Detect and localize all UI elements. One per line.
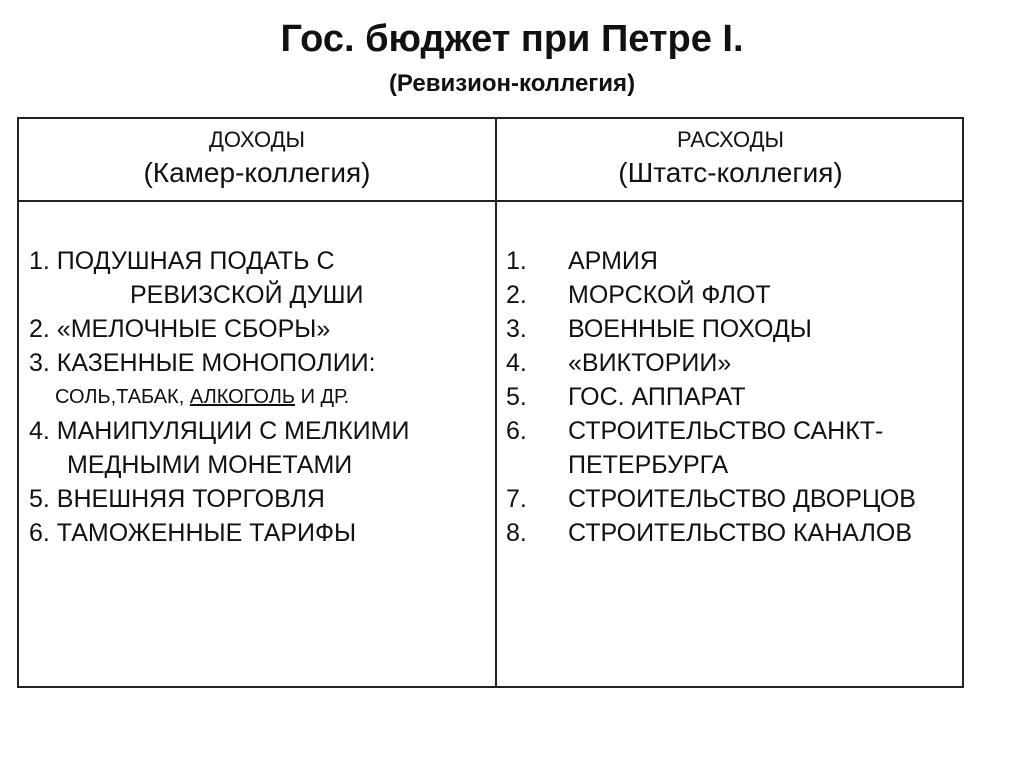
page-subtitle: (Ревизион-коллегия) xyxy=(388,70,636,97)
expense-num: 7. xyxy=(506,485,527,513)
expense-text: ГОС. АППАРАТ xyxy=(568,383,746,411)
expense-num: 2. xyxy=(506,281,527,309)
income-item-3: 3. КАЗЕННЫЕ МОНОПОЛИИ: xyxy=(29,349,376,377)
expense-text: МОРСКОЙ ФЛОТ xyxy=(568,281,771,309)
expense-num: 3. xyxy=(506,315,527,343)
expense-item-1 xyxy=(506,244,938,278)
expense-num: 4. xyxy=(506,349,527,377)
expenses-college: (Штатс-коллегия) xyxy=(618,157,843,188)
expense-text: ВОЕННЫЕ ПОХОДЫ xyxy=(568,315,812,343)
expense-item-2 xyxy=(506,278,938,312)
income-item-2: 2. «МЕЛОЧНЫЕ СБОРЫ» xyxy=(29,315,331,343)
expense-item-3 xyxy=(506,312,938,346)
expenses-header-label: РАСХОДЫ xyxy=(677,127,784,152)
expense-item-4 xyxy=(506,346,938,380)
income-header xyxy=(19,125,495,191)
expense-item-8 xyxy=(506,516,938,550)
expense-item-6 xyxy=(506,414,938,482)
expense-text: СТРОИТЕЛЬСТВО САНКТ-ПЕТЕРБУРГА xyxy=(568,417,884,479)
budget-table xyxy=(17,117,964,688)
column-divider xyxy=(495,119,497,686)
income-header-label: ДОХОДЫ xyxy=(209,127,305,152)
income-item-1-cont: РЕВИЗСКОЙ ДУШИ xyxy=(130,281,364,309)
detail-part-c: И ДР. xyxy=(295,386,350,408)
detail-part-a: СОЛЬ,ТАБАК, xyxy=(55,386,190,408)
expense-text: СТРОИТЕЛЬСТВО КАНАЛОВ xyxy=(568,519,913,547)
income-list xyxy=(29,244,409,550)
expense-num: 1. xyxy=(506,247,527,275)
header-divider xyxy=(19,200,962,202)
income-item-1: 1. ПОДУШНАЯ ПОДАТЬ С xyxy=(29,247,335,275)
income-item-5: 5. ВНЕШНЯЯ ТОРГОВЛЯ xyxy=(29,485,325,513)
income-item-4-cont: МЕДНЫМИ МОНЕТАМИ xyxy=(67,451,353,479)
page-title: Гос. бюджет при Петре I. xyxy=(280,18,744,60)
detail-underlined-word: АЛКОГОЛЬ xyxy=(189,386,296,408)
expense-item-7 xyxy=(506,482,938,516)
expense-text: «ВИКТОРИИ» xyxy=(568,349,732,377)
expenses-list xyxy=(506,244,938,550)
income-item-4: 4. МАНИПУЛЯЦИИ С МЕЛКИМИ xyxy=(29,417,410,445)
expenses-header xyxy=(497,125,964,191)
expense-num: 8. xyxy=(506,519,527,547)
expense-text: АРМИЯ xyxy=(568,247,658,275)
expense-item-5 xyxy=(506,380,938,414)
income-item-6: 6. ТАМОЖЕННЫЕ ТАРИФЫ xyxy=(29,519,357,547)
income-item-3-detail xyxy=(29,380,409,414)
expense-num: 6. xyxy=(506,417,527,445)
expense-num: 5. xyxy=(506,383,527,411)
expense-text: СТРОИТЕЛЬСТВО ДВОРЦОВ xyxy=(568,485,916,513)
income-college: (Камер-коллегия) xyxy=(143,157,371,188)
